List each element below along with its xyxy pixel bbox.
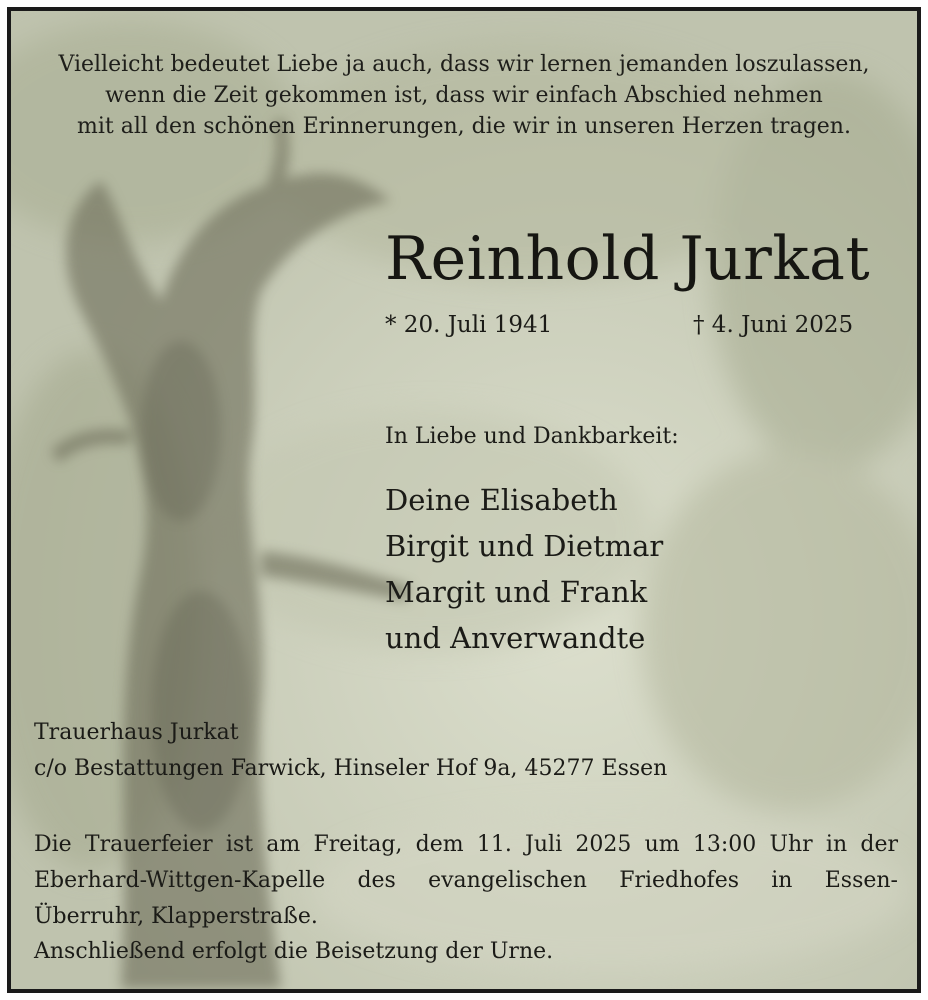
obituary-card	[7, 7, 921, 993]
ceremony-line: Eberhard-Wittgen-Kapelle des evangelischen Friedhofes in Essen-	[34, 868, 898, 893]
mourners-intro: In Liebe und Dankbarkeit:	[385, 424, 679, 449]
deceased-name: Reinhold Jurkat	[385, 224, 871, 294]
memorial-quote	[11, 49, 917, 142]
quote-line: wenn die Zeit gekommen ist, dass wir einfach Abschied nehmen	[105, 83, 823, 108]
mourner-name: und Anverwandte	[385, 621, 646, 655]
mourning-house-address	[34, 715, 667, 787]
address-line: Trauerhaus Jurkat	[34, 720, 239, 745]
quote-line: mit all den schönen Erinnerungen, die wir in unseren Herzen tragen.	[77, 114, 851, 139]
birth-date: * 20. Juli 1941	[385, 312, 553, 338]
mourner-name: Birgit und Dietmar	[385, 529, 664, 563]
mourners-list	[385, 477, 663, 661]
burial-notice: Anschließend erfolgt die Beisetzung der Urne.	[34, 939, 554, 964]
ceremony-line: Die Trauerfeier ist am Freitag, dem 11. Juli 2025 um 13:00 Uhr in der	[34, 832, 898, 857]
ceremony-line: Überruhr, Klapperstraße.	[34, 904, 318, 929]
address-line: c/o Bestattungen Farwick, Hinseler Hof 9a, 45277 Essen	[34, 756, 668, 781]
mourner-name: Margit und Frank	[385, 575, 648, 609]
mourner-name: Deine Elisabeth	[385, 483, 618, 517]
quote-line: Vielleicht bedeutet Liebe ja auch, dass wir lernen jemanden loszulassen,	[58, 52, 870, 77]
ceremony-notice	[34, 827, 898, 935]
death-date: † 4. Juni 2025	[693, 312, 854, 338]
